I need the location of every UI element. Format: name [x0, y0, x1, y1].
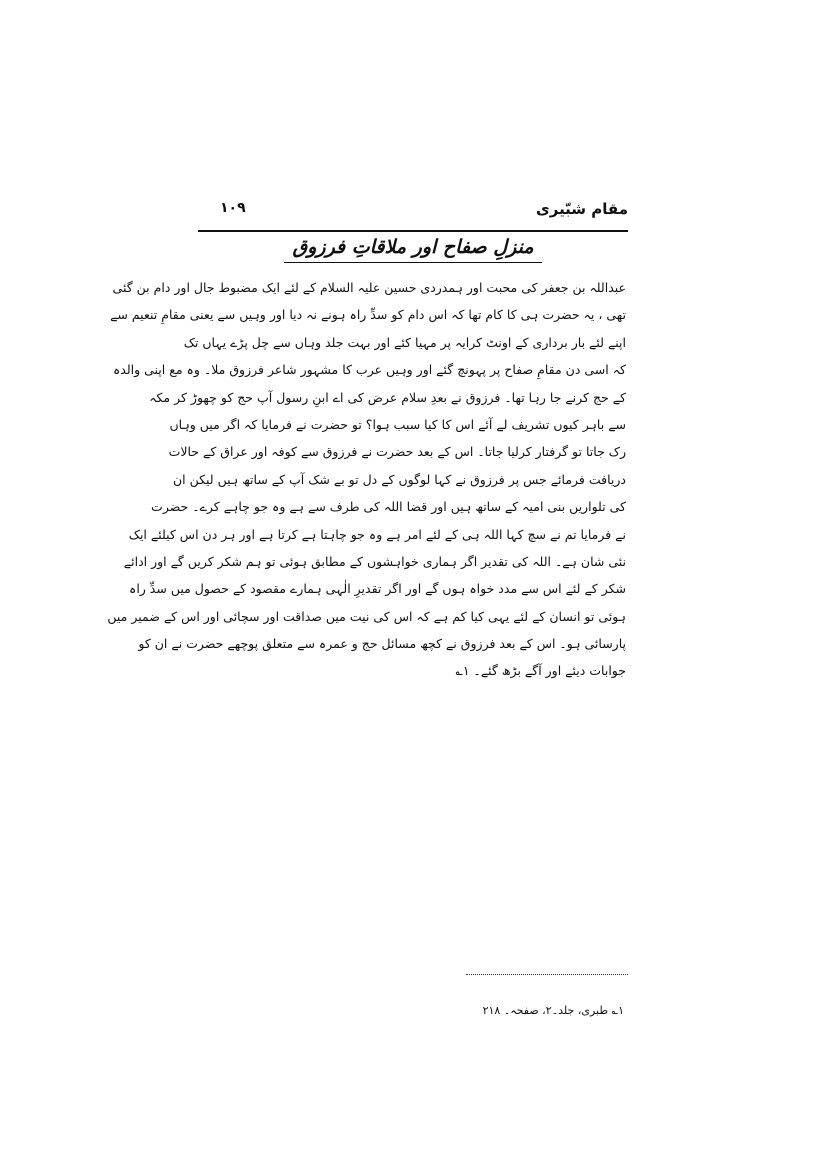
page-number: ۱۰۹: [220, 200, 246, 216]
body-line: سے باہر کیوں تشریف لے آئے اس کا کیا سبب ہوا؟ تو حضرت نے فرمایا کہ اگر میں وہاں: [169, 416, 626, 432]
chapter-heading-text: منزلِ صفاح اور ملاقاتِ فرزوق: [284, 232, 541, 263]
running-head: [198, 196, 628, 224]
body-line: کی تلواریں بنی امیہ کے ساتھ ہیں اور قضا اللہ کی طرف سے ہے وہ جو چاہے کرے۔ حضرت: [151, 499, 626, 515]
body-line: عبداللہ بن جعفر کی محبت اور ہمدردی حسین علیہ السلام کے لئے ایک مضبوط جال اور دام بن گئی: [112, 280, 626, 295]
body-line: ہوئی تو انسان کے لئے یہی کیا کم ہے کہ اس کی نیت میں صداقت اور سچائی اور اس کے ضمیر میں: [107, 608, 626, 624]
body-line: نے فرمایا تم نے سچ کہا اللہ ہی کے لئے امر ہے وہ جو چاہتا ہے کرتا ہے اور ہر دن اس کیلئے ایک: [128, 526, 626, 542]
body-line: کے حج کرنے جا رہا تھا۔ فرزوق نے بعدِ سلام عرض کی اے ابنِ رسول آپ حج کو چھوڑ کر مکہ: [149, 389, 626, 405]
body-line: نئی شان ہے۔ اللہ کی تقدیر اگر ہماری خواہشوں کے مطابق ہوئی تو ہم شکر کریں گے اور ادائے: [123, 553, 626, 569]
book-title: مقام شبّیری: [535, 200, 628, 218]
body-line: تھی ، یہ حضرت ہی کا کام تھا کہ اس دام کو سدِّ راہ ہونے نہ دیا اور وہیں سے یعنی مقامِ تنعیم سے: [110, 307, 626, 323]
body-text: [107, 274, 626, 685]
body-line: اپنے لئے بار برداری کے اونٹ کرایہ پر مہیا کئے اور بہت جلد وہاں سے چل پڑے یہاں تک: [183, 334, 626, 350]
footnote: ۱؎ طبری، جلد۔۲، صفحہ۔ ۲۱۸: [482, 1004, 624, 1017]
chapter-heading: [198, 232, 628, 268]
body-line-last: جوابات دیئے اور آگے بڑھ گئے۔ ۱؎: [455, 663, 626, 679]
footnote-separator: [466, 974, 628, 975]
body-line: شکر کے لئے اس سے مدد خواہ ہوں گے اور اگر تقدیرِ الٰہی ہمارے مقصود کے حصول میں سدِّ راہ: [129, 581, 626, 597]
body-line: دریافت فرمائے جس پر فرزوق نے کہا لوگوں کے دل تو بے شک آپ کے ساتھ ہیں لیکن ان: [172, 471, 626, 487]
body-line: رک جاتا تو گرفتار کرلیا جاتا۔ اس کے بعد حضرت نے فرزوق سے کوفہ اور عراق کے حالات: [168, 444, 626, 460]
body-line: کہ اسی دن مقامِ صفاح پر پہونچ گئے اور وہیں عرب کا مشہور شاعر فرزوق ملا۔ وہ مع اپنی والدہ: [112, 362, 626, 378]
body-line: پارسائی ہو۔ اس کے بعد فرزوق نے کچھ مسائل حج و عمرہ سے متعلق پوچھے حضرت نے ان کو: [138, 636, 626, 652]
